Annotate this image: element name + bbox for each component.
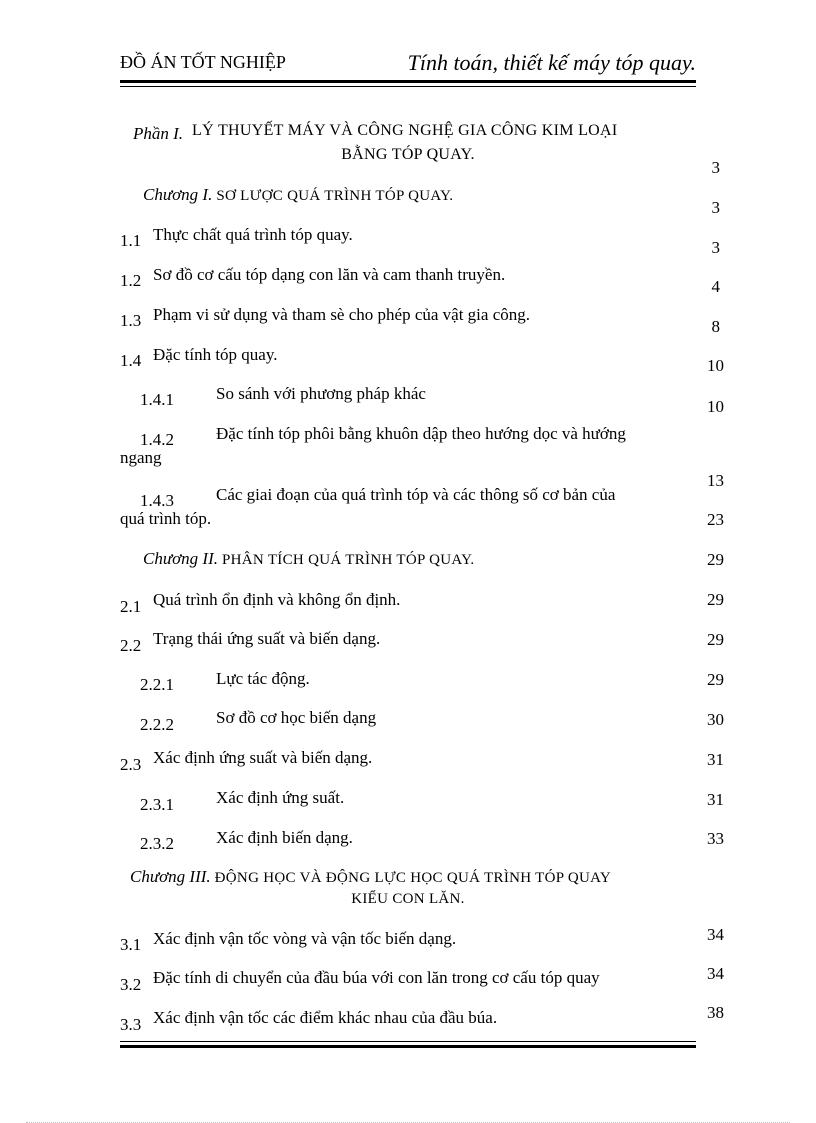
- section-title: Trạng thái ứng suất và biến dạng.: [153, 629, 381, 648]
- subsection-title: Lực tác động.: [216, 669, 310, 688]
- section-title: Xác định vận tốc các điểm khác nhau của đầu búa.: [153, 1008, 498, 1027]
- section-title: Thực chất quá trình tóp quay.: [153, 225, 353, 244]
- page-number: 3: [711, 158, 720, 177]
- header-right-title: Tính toán, thiết kế máy tóp quay.: [407, 50, 696, 75]
- section-number: 2.3: [120, 755, 142, 774]
- page-number: 8: [711, 317, 720, 336]
- page-number: 23: [707, 510, 724, 529]
- footer-rule-thin: [120, 1041, 696, 1042]
- page-number: 29: [707, 550, 724, 569]
- toc-chapter3: [130, 867, 611, 887]
- section-number: 3.2: [120, 975, 142, 994]
- subsection-title-line2: ngang: [120, 448, 162, 467]
- page-number: 29: [707, 670, 724, 689]
- subsection-number: 2.3.2: [140, 834, 174, 853]
- footer-rule-thick: [120, 1045, 696, 1048]
- toc-part1: [133, 124, 183, 144]
- subsection-number: 1.4.3: [140, 491, 174, 510]
- subsection-title-line1: Các giai đoạn của quá trình tóp và các thông số cơ bản của: [216, 485, 616, 504]
- page-number: 29: [707, 590, 724, 609]
- page-number: 13: [707, 471, 724, 490]
- section-number: 2.2: [120, 636, 142, 655]
- header-rule-thick: [120, 80, 696, 83]
- subsection-number: 2.2.2: [140, 715, 174, 734]
- page-number: 34: [707, 925, 724, 944]
- page-number: 33: [707, 829, 724, 848]
- page-number: 10: [707, 397, 724, 416]
- section-number: 3.3: [120, 1015, 142, 1034]
- page-number: 3: [711, 238, 720, 257]
- subsection-title-line2: quá trình tóp.: [120, 509, 212, 528]
- section-number: 3.1: [120, 935, 142, 954]
- section-number: 1.1: [120, 231, 142, 250]
- subsection-number: 1.4.2: [140, 430, 174, 449]
- chapter-label: Chương II.: [143, 549, 219, 568]
- subsection-number: 2.2.1: [140, 675, 174, 694]
- chapter-title-line1: ĐỘNG HỌC VÀ ĐỘNG LỰC HỌC QUÁ TRÌNH TÓP QUAY: [214, 870, 612, 886]
- section-title: Đặc tính di chuyển của đầu búa với con lăn trong cơ cấu tóp quay: [153, 968, 600, 987]
- subsection-title: So sánh với phương pháp khác: [216, 384, 426, 403]
- section-title: Xác định vận tốc vòng và vận tốc biến dạng.: [153, 929, 457, 948]
- subsection-title: Xác định biến dạng.: [216, 828, 353, 847]
- section-title: Đặc tính tóp quay.: [153, 345, 278, 364]
- subsection-title: Sơ đồ cơ học biến dạng: [216, 708, 377, 727]
- toc-chapter1: [143, 185, 453, 205]
- page-number: 31: [707, 750, 724, 769]
- chapter-label: Chương III.: [130, 867, 211, 886]
- page-number: 3: [711, 198, 720, 217]
- chapter-label: Chương I.: [143, 185, 213, 204]
- chapter-title: SƠ LƯỢC QUÁ TRÌNH TÓP QUAY.: [216, 188, 454, 204]
- page-number: 30: [707, 710, 724, 729]
- part-label: Phần I.: [133, 124, 184, 143]
- page-number: 29: [707, 630, 724, 649]
- chapter3-title-line2: KIỂU CON LĂN.: [351, 891, 465, 907]
- header-rule-thin: [120, 86, 696, 87]
- section-title: Sơ đồ cơ cấu tóp dạng con lăn và cam thanh truyền.: [153, 265, 506, 284]
- page-number: 34: [707, 964, 724, 983]
- section-title: Phạm vi sử dụng và tham sè cho phép của vật gia công.: [153, 305, 530, 324]
- subsection-title-line1: Đặc tính tóp phôi bằng khuôn dập theo hướng dọc và hướng: [216, 424, 626, 443]
- chapter-title: PHÂN TÍCH QUÁ TRÌNH TÓP QUAY.: [222, 552, 475, 568]
- section-number: 1.2: [120, 271, 142, 290]
- page-number: 4: [711, 277, 720, 296]
- subsection-number: 1.4.1: [140, 390, 174, 409]
- page-number: 38: [707, 1003, 724, 1022]
- section-title: Xác định ứng suất và biến dạng.: [153, 748, 373, 767]
- section-number: 1.4: [120, 351, 142, 370]
- subsection-number: 2.3.1: [140, 795, 174, 814]
- part1-title-line2: BẰNG TÓP QUAY.: [341, 146, 475, 163]
- header-left-title: ĐỒ ÁN TỐT NGHIỆP: [120, 52, 286, 72]
- section-title: Quá trình ổn định và không ổn định.: [153, 590, 401, 609]
- part1-title-line1: LÝ THUYẾT MÁY VÀ CÔNG NGHỆ GIA CÔNG KIM LOẠI: [192, 122, 618, 139]
- section-number: 1.3: [120, 311, 142, 330]
- page-number: 31: [707, 790, 724, 809]
- section-number: 2.1: [120, 597, 142, 616]
- toc-chapter2: [143, 549, 474, 569]
- page-number: 10: [707, 356, 724, 375]
- subsection-title: Xác định ứng suất.: [216, 788, 345, 807]
